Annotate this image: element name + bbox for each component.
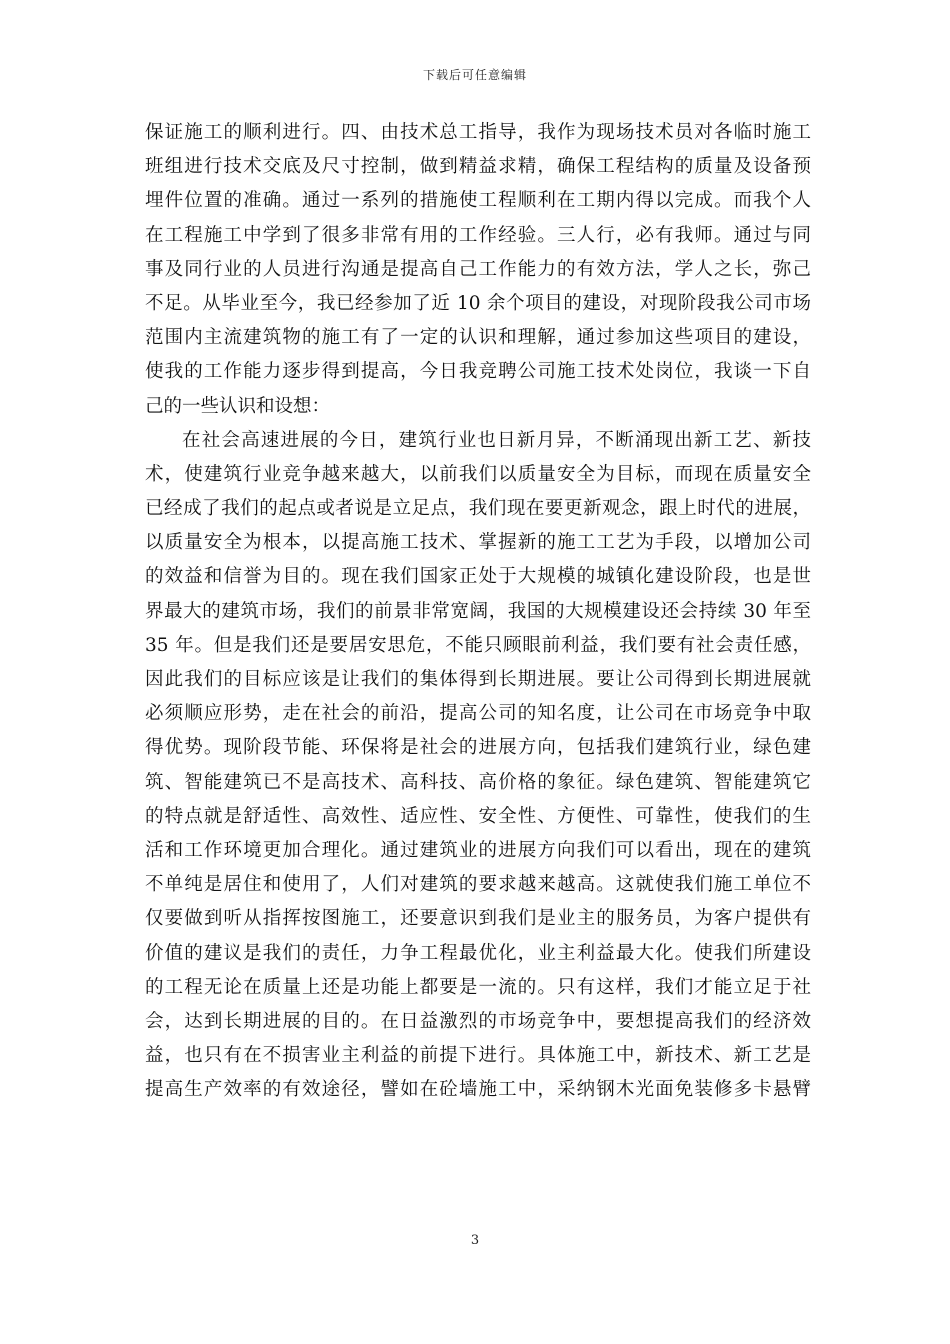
document-body [145, 116, 811, 1107]
text-line: 在社会高速进展的今日，建筑行业也日新月异，不断涌现出新工艺、新技 [182, 429, 811, 451]
text-line: 35 年。但是我们还是要居安思危，不能只顾眼前利益，我们要有社会责任感， [145, 634, 811, 656]
text-line: 的效益和信誉为目的。现在我们国家正处于大规模的城镇化建设阶段，也是世 [145, 566, 811, 588]
page-header: 下载后可任意编辑 [422, 68, 527, 82]
text-line: 范围内主流建筑物的施工有了一定的认识和理解，通过参加这些项目的建设， [145, 327, 811, 349]
text-line: 益，也只有在不损害业主利益的前提下进行。具体施工中，新技术、新工艺是 [145, 1045, 811, 1067]
text-line: 得优势。现阶段节能、环保将是社会的进展方向，包括我们建筑行业，绿色建 [145, 737, 811, 759]
text-line: 价值的建议是我们的责任，力争工程最优化，业主利益最大化。使我们所建设 [145, 942, 811, 964]
text-line: 埋件位置的准确。通过一系列的措施使工程顺利在工期内得以完成。而我个人 [145, 190, 811, 212]
text-line: 不足。从毕业至今，我已经参加了近 10 余个项目的建设，对现阶段我公司市场 [145, 292, 811, 314]
text-line: 提高生产效率的有效途径，譬如在砼墙施工中，采纳钢木光面免装修多卡悬臂 [145, 1079, 811, 1101]
text-line: 班组进行技术交底及尺寸控制，做到精益求精，确保工程结构的质量及设备预 [145, 156, 811, 178]
text-line: 筑、智能建筑已不是高技术、高科技、高价格的象征。绿色建筑、智能建筑它 [145, 771, 811, 793]
paragraph [145, 116, 811, 424]
text-line: 术，使建筑行业竞争越来越大，以前我们以质量安全为目标，而现在质量安全 [145, 463, 811, 485]
text-line: 已经成了我们的起点或者说是立足点，我们现在要更新观念，跟上时代的进展， [145, 498, 811, 520]
text-line: 己的一些认识和设想： [145, 395, 331, 417]
page-number: 3 [470, 1233, 480, 1248]
text-line: 的特点就是舒适性、高效性、适应性、安全性、方便性、可靠性，使我们的生 [145, 805, 811, 827]
text-line: 使我的工作能力逐步得到提高，今日我竞聘公司施工技术处岗位，我谈一下自 [145, 361, 811, 383]
text-line: 不单纯是居住和使用了，人们对建筑的要求越来越高。这就使我们施工单位不 [145, 874, 811, 896]
text-line: 在工程施工中学到了很多非常有用的工作经验。三人行，必有我师。通过与同 [145, 224, 811, 246]
text-line: 会，达到长期进展的目的。在日益激烈的市场竞争中，要想提高我们的经济效 [145, 1010, 811, 1032]
text-line: 的工程无论在质量上还是功能上都要是一流的。只有这样，我们才能立足于社 [145, 976, 811, 998]
text-line: 事及同行业的人员进行沟通是提高自己工作能力的有效方法，学人之长，弥己 [145, 258, 811, 280]
text-line: 必须顺应形势，走在社会的前沿，提高公司的知名度，让公司在市场竞争中取 [145, 703, 811, 725]
text-line: 界最大的建筑市场，我们的前景非常宽阔，我国的大规模建设还会持续 30 年至 [145, 600, 811, 622]
text-line: 仅要做到听从指挥按图施工，还要意识到我们是业主的服务员，为客户提供有 [145, 908, 811, 930]
paragraph [145, 424, 811, 1108]
text-line: 因此我们的目标应该是让我们的集体得到长期进展。要让公司得到长期进展就 [145, 669, 811, 690]
text-line: 活和工作环境更加合理化。通过建筑业的进展方向我们可以看出，现在的建筑 [145, 839, 811, 861]
text-line: 保证施工的顺利进行。四、由技术总工指导，我作为现场技术员对各临时施工 [145, 122, 811, 143]
text-line: 以质量安全为根本，以提高施工技术、掌握新的施工工艺为手段，以增加公司 [145, 532, 811, 554]
